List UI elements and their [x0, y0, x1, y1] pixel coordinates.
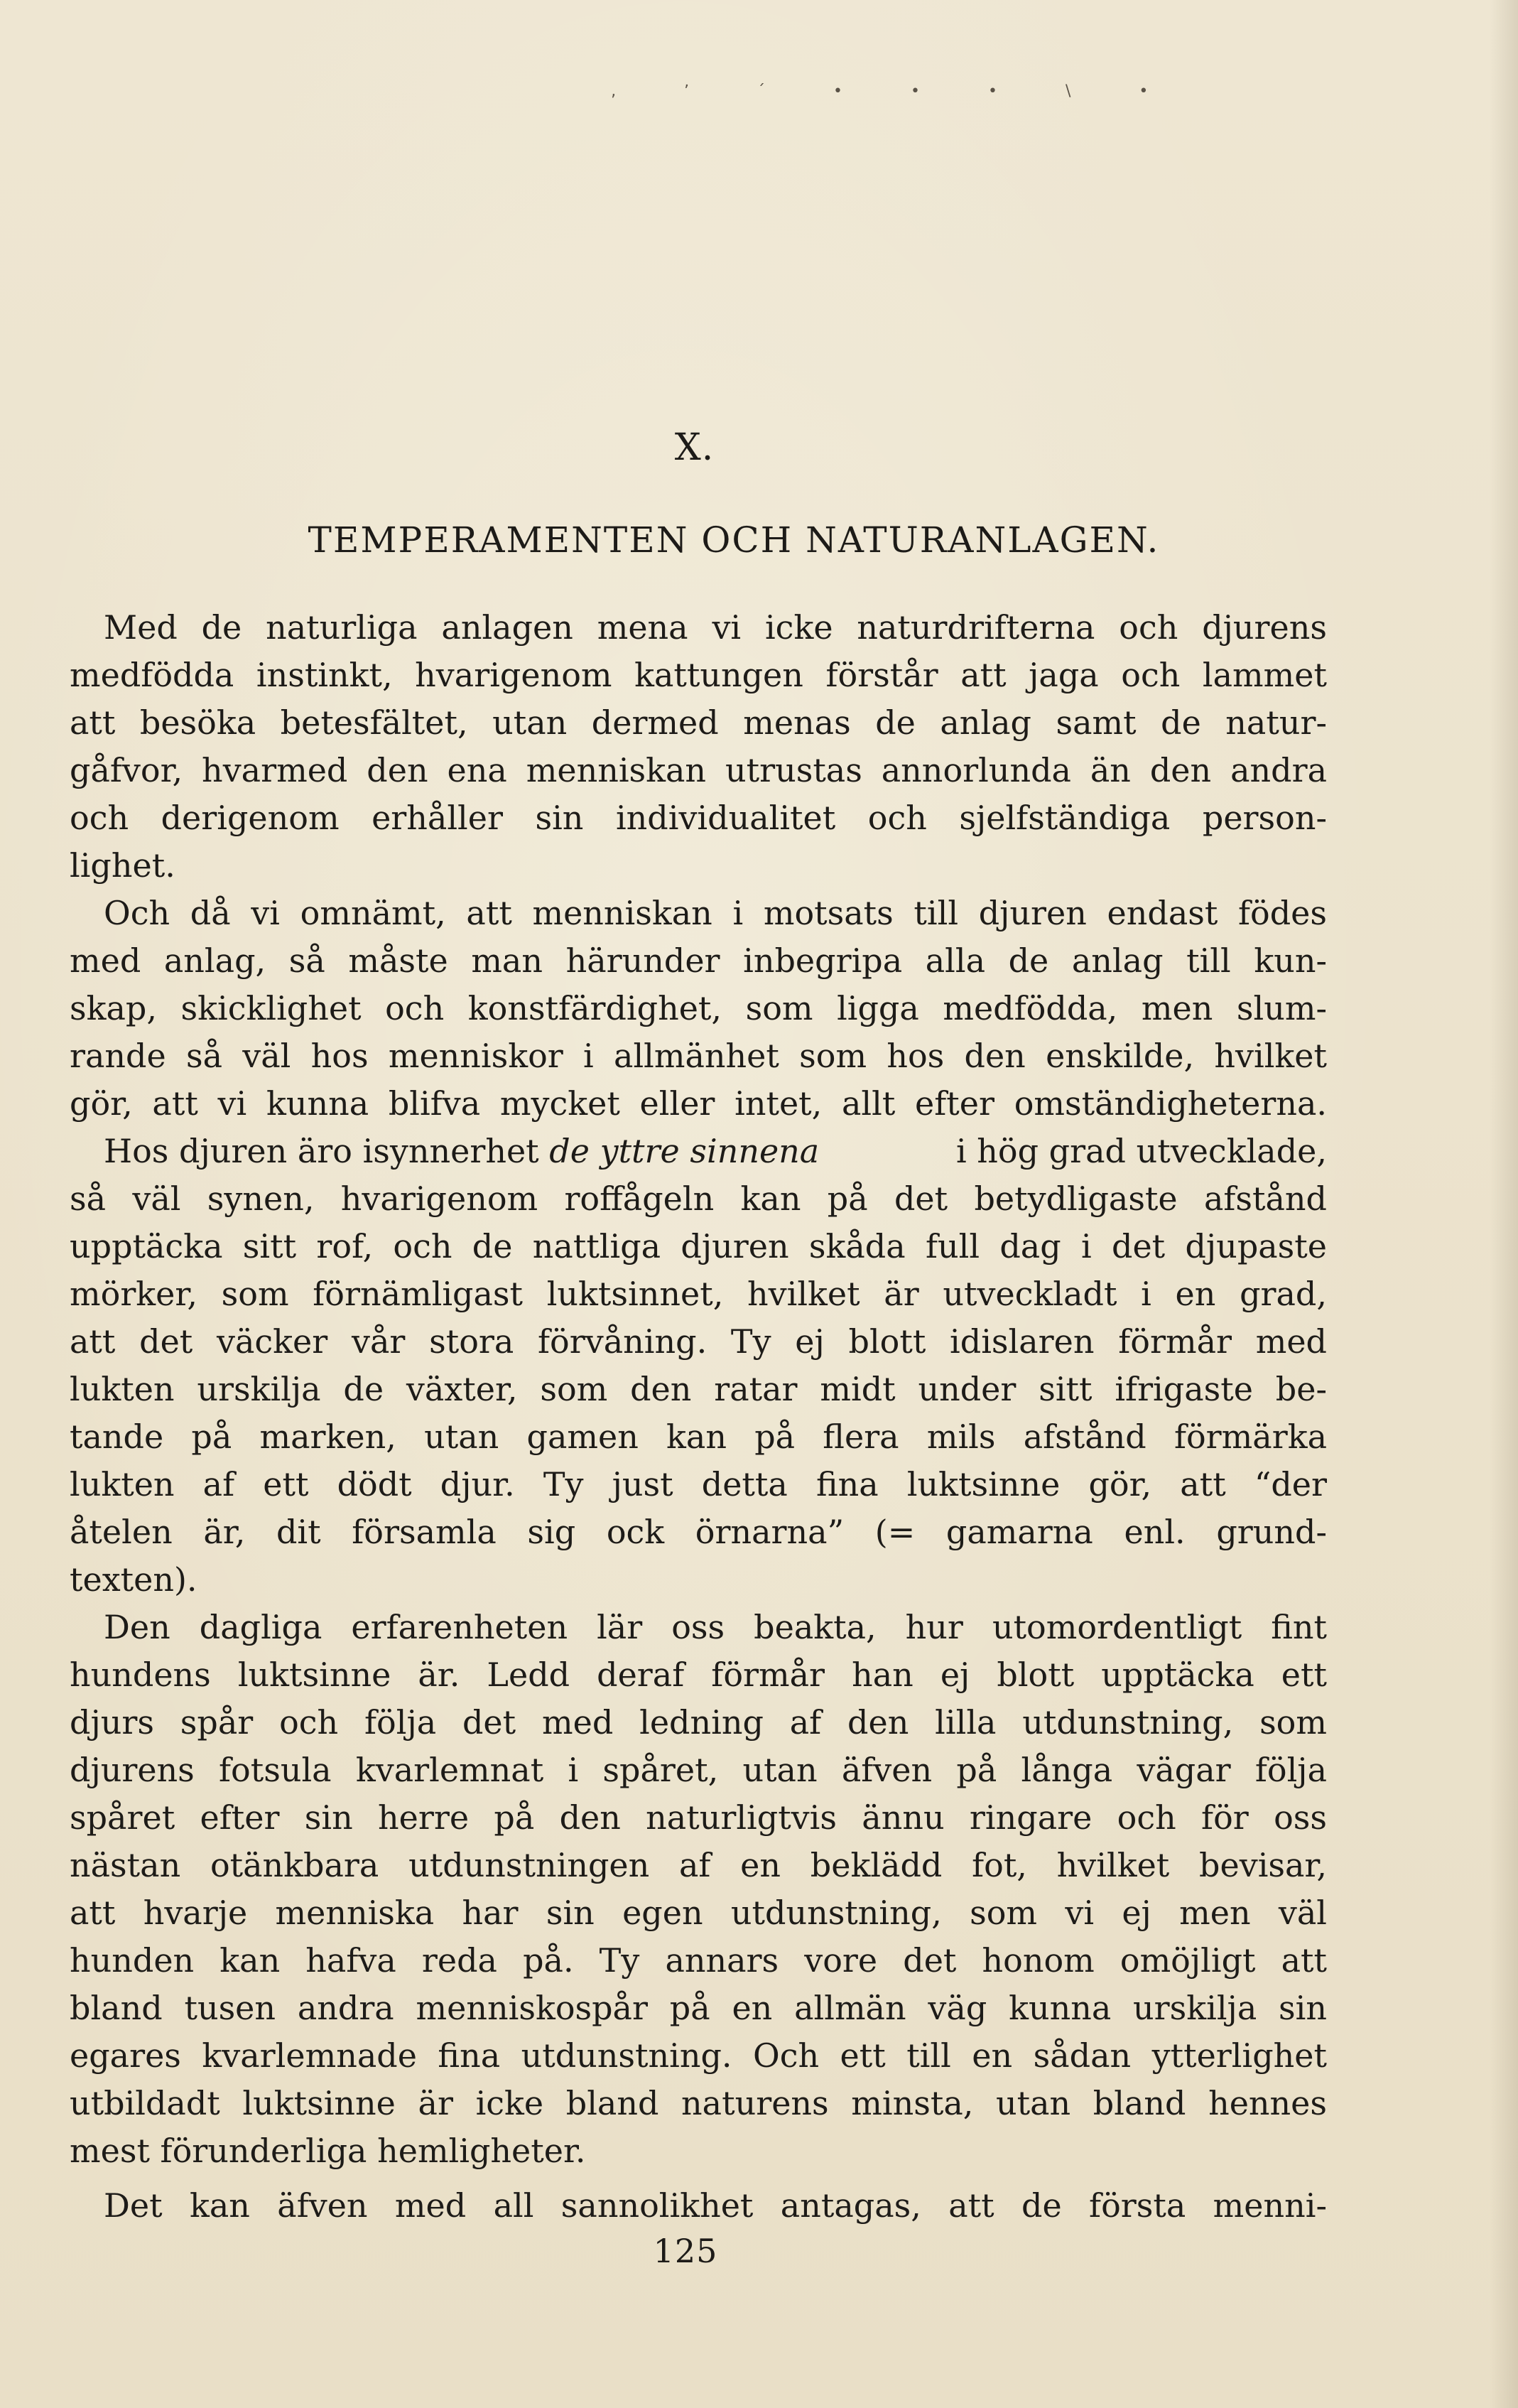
text-line: nästan otänkbara utdunstningen af en beklädd fot, hvilket bevisar, — [70, 1846, 1327, 1884]
speck: • — [1139, 82, 1149, 100]
page-edge-shadow — [1490, 0, 1518, 2408]
text-line: lukten af ett dödt djur. Ty just detta fina luktsinne gör, att “der — [70, 1465, 1327, 1503]
text-line: och derigenom erhåller sin individualitet och sjelfständiga person- — [70, 799, 1327, 837]
text-line: bland tusen andra menniskospår på en allmän väg kunna urskilja sin — [70, 1989, 1327, 2027]
body-text — [70, 604, 1327, 2230]
text-line: så väl synen, hvarigenom roffågeln kan på det betydligaste afstånd — [70, 1179, 1327, 1218]
speck: ʼ — [684, 82, 689, 100]
text-line: texten). — [70, 1560, 197, 1599]
text-line: gåfvor, hvarmed den ena menniskan utrustas annorlunda än den andra — [70, 751, 1327, 789]
page-number: 125 — [653, 2232, 718, 2270]
text-line: Det kan äfven med all sannolikhet antagas, att de första menni- — [104, 2186, 1327, 2225]
mixed-line — [104, 1128, 1327, 1175]
speck: \ — [1065, 82, 1071, 100]
line-part: Hos djuren äro isynnerhet — [104, 1132, 550, 1170]
text-line: mörker, som förnämligast luktsinnet, hvilket är utveckladt i en grad, — [70, 1275, 1327, 1313]
line-part: i hög grad utvecklade, — [955, 1132, 1327, 1170]
text-line: Med de naturliga anlagen mena vi icke naturdrifterna och djurens — [104, 608, 1327, 647]
chapter-title: TEMPERAMENTEN OCH NATURANLAGEN. — [308, 519, 1160, 561]
text-line: medfödda instinkt, hvarigenom kattungen förstår att jaga och lammet — [70, 656, 1327, 694]
speck: ´ — [757, 82, 765, 100]
text-line: tande på marken, utan gamen kan på flera mils afstånd förmärka — [70, 1418, 1327, 1456]
italic-phrase: de yttre sinnena — [549, 1132, 820, 1170]
text-line: att det väcker vår stora förvåning. Ty ej blott idislaren förmår med — [70, 1322, 1327, 1361]
speck: • — [910, 82, 920, 100]
text-line: upptäcka sitt rof, och de nattliga djuren skåda full dag i det djupaste — [70, 1227, 1327, 1265]
paragraph-gap — [70, 2175, 1327, 2182]
text-line: Och då vi omnämt, att menniskan i motsats till djuren endast födes — [104, 894, 1327, 932]
text-line: Den dagliga erfarenheten lär oss beakta, hur utomordentligt fint — [104, 1608, 1327, 1646]
text-line: spåret efter sin herre på den naturligtvis ännu ringare och för oss — [70, 1798, 1327, 1837]
print-specks — [611, 77, 1149, 105]
chapter-number: X. — [674, 426, 715, 469]
text-line: hunden kan hafva reda på. Ty annars vore det honom omöjligt att — [70, 1941, 1327, 1980]
speck: ‚ — [611, 82, 616, 100]
text-line: utbildadt luktsinne är icke bland naturens minsta, utan bland hennes — [70, 2084, 1327, 2122]
text-line: att besöka betesfältet, utan dermed menas de anlag samt de natur- — [70, 703, 1327, 742]
text-line: egares kvarlemnade fina utdunstning. Och ett till en sådan ytterlighet — [70, 2036, 1327, 2075]
text-line: rande så väl hos menniskor i allmänhet som hos den enskilde, hvilket — [70, 1037, 1327, 1075]
text-line: åtelen är, dit församla sig ock örnarna” (= gamarna enl. grund- — [70, 1513, 1327, 1551]
text-line: hundens luktsinne är. Ledd deraf förmår han ej blott upptäcka ett — [70, 1656, 1327, 1694]
text-line: med anlag, så måste man härunder inbegripa alla de anlag till kun- — [70, 941, 1327, 980]
text-line: lighet. — [70, 846, 175, 885]
text-line: gör, att vi kunna blifva mycket eller intet, allt efter omständigheterna. — [70, 1084, 1327, 1123]
speck: • — [987, 82, 997, 100]
text-line: djurens fotsula kvarlemnat i spåret, utan äfven på långa vägar följa — [70, 1751, 1327, 1789]
speck: • — [833, 82, 842, 100]
text-line: djurs spår och följa det med ledning af den lilla utdunstning, som — [70, 1703, 1327, 1742]
text-line: mest förunderliga hemligheter. — [70, 2132, 586, 2170]
text-line: lukten urskilja de växter, som den ratar midt under sitt ifrigaste be- — [70, 1370, 1327, 1408]
text-line — [70, 1128, 1327, 1175]
text-line: skap, skicklighet och konstfärdighet, som ligga medfödda, men slum- — [70, 989, 1327, 1027]
text-line: att hvarje menniska har sin egen utdunstning, som vi ej men väl — [70, 1894, 1327, 1932]
